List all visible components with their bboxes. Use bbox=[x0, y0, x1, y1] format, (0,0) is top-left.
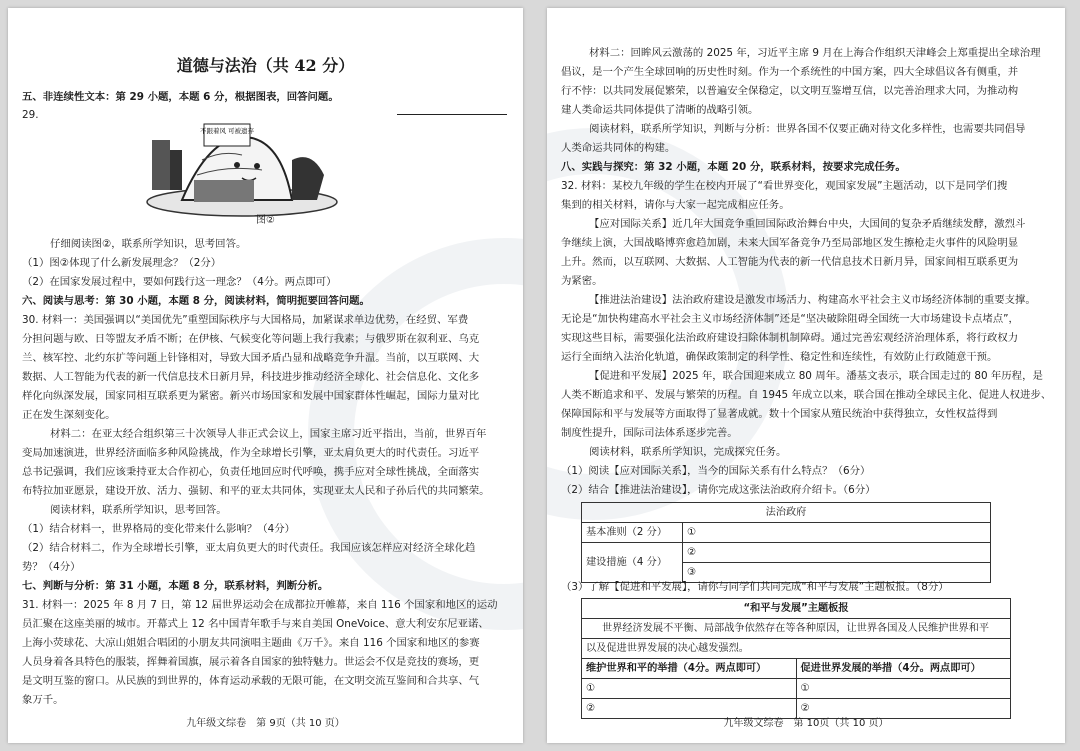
material-2-line: 行不悖：以共同发展促繁荣，以普遍安全保稳定，以文明互鉴增互信，以完善治理求大同，为推动构 bbox=[561, 85, 1019, 97]
material-2-line: 建人类命运共同体提供了清晰的战略引领。 bbox=[561, 104, 759, 116]
answer-blank[interactable]: ② bbox=[796, 699, 1011, 719]
board-col-development: 促进世界发展的举措（4分。两点即可） bbox=[796, 659, 1011, 679]
question-29-number: 29. bbox=[22, 109, 39, 121]
board-intro: 以及促进世界发展的决心越发强烈。 bbox=[582, 639, 1011, 659]
q32-line: 集到的相关材料，请你与大家一起完成相应任务。 bbox=[561, 199, 790, 211]
peace-development-board bbox=[581, 598, 1011, 719]
material-31-line: 人员身着各具特色的服装，挥舞着国旗，展示着各自国家的独特魅力。世运会不仅是竞技的赛场，更 bbox=[22, 656, 480, 668]
material-31-line: 是文明互鉴的窗口。从民族的到世界的，体育运动承载的无限可能，在文明交流互鉴间和合共享、气 bbox=[22, 675, 480, 687]
material-30-line: 数据、人工智能为代表的新一代信息技术日新月异，科技进步推动经济全球化、社会信息化、文化多 bbox=[22, 371, 480, 383]
answer-blank[interactable]: ① bbox=[796, 679, 1011, 699]
instruction-29: 仔细阅读图②，联系所学知识，思考回答。 bbox=[50, 238, 247, 250]
section-8-heading: 八、实践与探究：第 32 小题，本题 20 分，联系材料，按要求完成任务。 bbox=[561, 161, 906, 173]
section-5-heading: 五、非连续性文本：第 29 小题，本题 6 分，根据图表，回答问题。 bbox=[22, 91, 339, 103]
cartoon-illustration bbox=[142, 120, 342, 220]
board-title: “和平与发展”主题板报 bbox=[582, 599, 1011, 619]
cartoon-speech-text: 不跟着风 可被遗弃 bbox=[199, 127, 255, 135]
material-2-line: 人类命运共同体的构建。 bbox=[561, 142, 676, 154]
material-31-line: 象万千。 bbox=[22, 694, 64, 706]
card-row-label: 建设措施（4 分） bbox=[582, 543, 683, 583]
material-30-line: 样化向纵深发展，国家同相互联系更为紧密。新兴市场国家和发展中国家群体性崛起，国际力量对比 bbox=[22, 390, 480, 402]
board-col-peace: 维护世界和平的举措（4分。两点即可） bbox=[582, 659, 797, 679]
question-30-2: （2）结合材料二，作为全球增长引擎，亚太肩负更大的时代责任。我国应该怎样应对经济全球化趋 bbox=[22, 542, 476, 554]
material-31-line: 上海小荧球花、大凉山姐姐合唱团的小朋友共同演唱主题曲《万千》。来自 116 个国家和地区的参赛 bbox=[22, 637, 480, 649]
material-2-line: 材料二：回眸风云激荡的 2025 年，习近平主席 9 月在上海合作组织天津峰会上郑重提出全球治理 bbox=[589, 47, 1041, 59]
page-footer: 九年级文综卷 第 10页（共 10 页） bbox=[723, 718, 889, 729]
answer-blank[interactable]: ② bbox=[582, 699, 797, 719]
section-7-heading: 七、判断与分析：第 31 小题，本题 8 分，联系材料，判断分析。 bbox=[22, 580, 329, 592]
answer-blank[interactable]: ① bbox=[683, 523, 991, 543]
card-header: 法治政府 bbox=[582, 503, 991, 523]
question-32-3: （3）了解【促进和平发展】，请你与同学们共同完成“和平与发展”主题板报。（8分） bbox=[561, 581, 949, 593]
material-30-line: 兰、核军控、北约东扩等问题上针锋相对，导致大国矛盾凸显和战略竞争升温。当前，以互联网、大 bbox=[22, 352, 480, 364]
q32-line: 人类不断追求和平、发展与繁荣的历程。自 1945 年成立以来，联合国在推动全球民主化、促进人权进步、 bbox=[561, 389, 1051, 401]
q32-line: 实现这些目标，需要强化法治政府建设扫除体制机制障碍。通过完善宏观经济治理体系，将行政权力 bbox=[561, 332, 1019, 344]
q32-line: 争继续上演，大国战略博弈愈趋加剧，未来大国军备竞争乃至局部地区发生擦枪走火事件的风险明显 bbox=[561, 237, 1019, 249]
q32-line: 【促进和平发展】2025 年，联合国迎来成立 80 周年。潘基文表示，联合国走过的 80 年历程，是 bbox=[589, 370, 1043, 382]
answer-blank[interactable]: ③ bbox=[683, 563, 991, 583]
q32-line: 32. 材料：某校九年级的学生在校内开展了“看世界变化，观国家发展”主题活动，以下是同学们搜 bbox=[561, 180, 1008, 192]
law-government-card bbox=[581, 502, 991, 583]
divider-line bbox=[397, 114, 507, 115]
q32-line: 为紧密。 bbox=[561, 275, 603, 287]
board-intro: 世界经济发展不平衡、局部战争依然存在等各种原因，让世界各国及人民维护世界和平 bbox=[582, 619, 1011, 639]
answer-blank[interactable]: ① bbox=[582, 679, 797, 699]
q32-line: 【应对国际关系】近几年大国竞争重回国际政治舞台中央，大国间的复杂矛盾继续发酵，激烈斗 bbox=[589, 218, 1026, 230]
q32-line: 保障国际和平与发展等方面取得了显著成就。数十个国家从殖民统治中获得独立，女性权益得到 bbox=[561, 408, 998, 420]
question-29-1: （1）图②体现了什么新发展理念？（2分） bbox=[22, 257, 222, 269]
card-row-label: 基本准则（2 分） bbox=[582, 523, 683, 543]
q32-line: 阅读材料，联系所学知识，完成探究任务。 bbox=[589, 446, 787, 458]
q32-line: 【推进法治建设】法治政府建设是激发市场活力、构建高水平社会主义市场经济体制的重要支撑。 bbox=[589, 294, 1036, 306]
q32-line: 制度性提升，国际司法体系逐步完善。 bbox=[561, 427, 738, 439]
material-30-line: 布特拉加亚愿景，建设开放、活力、强韧、和平的亚太共同体，实现亚太人民和子孙后代的共同繁荣。 bbox=[22, 485, 490, 497]
material-2-line: 阅读材料，联系所学知识，判断与分析：世界各国不仅要正确对待文化多样性，也需要共同倡导 bbox=[589, 123, 1026, 135]
material-30-line: 分担问题与欧、日等盟友矛盾不断；在伊核、气候变化等问题上我行我素；与俄罗斯在叙利亚、乌克 bbox=[22, 333, 480, 345]
material-30-line: 总书记强调，我们应该秉持亚太合作初心，负责任地回应时代呼唤，携手应对全球性挑战，全面落实 bbox=[22, 466, 480, 478]
subject-title: 道德与法治（共 42 分） bbox=[176, 56, 355, 75]
section-6-heading: 六、阅读与思考：第 30 小题，本题 8 分，阅读材料，简明扼要回答问题。 bbox=[22, 295, 370, 307]
material-30-line: 变局加速演进，世界经济面临多种风险挑战，作为全球增长引擎，亚太肩负更大的时代责任。习近平 bbox=[22, 447, 480, 459]
answer-blank[interactable]: ② bbox=[683, 543, 991, 563]
page-footer: 九年级文综卷 第 9页（共 10 页） bbox=[186, 718, 345, 729]
question-29-2: （2）在国家发展过程中，要如何践行这一理念？（4分。两点即可） bbox=[22, 276, 337, 288]
material-31-line: 员汇聚在这座美丽的城市。开幕式上 12 名中国青年歌手与来自美国 OneVoice、意大利安东尼亚诺、 bbox=[22, 618, 489, 630]
material-30-line: 30. 材料一：美国强调以“美国优先”重塑国际秩序与大国格局，加紧谋求单边优势，在经贸、军费 bbox=[22, 314, 469, 326]
material-30-line: 正在发生深刻变化。 bbox=[22, 409, 116, 421]
exam-page-9 bbox=[8, 8, 523, 743]
question-30-2-cont: 势？（4分） bbox=[22, 561, 81, 573]
material-30-line: 材料二：在亚太经合组织第三十次领导人非正式会议上，国家主席习近平指出，当前，世界百年 bbox=[50, 428, 487, 440]
q32-line: 上升。然而，以互联网、大数据、人工智能为代表的新一代信息技术日新月异，国家间相互联系更为 bbox=[561, 256, 1019, 268]
material-2-line: 倡议，是一个产生全球回响的历史性时刻。作为一个系统性的中国方案，四大全球倡议各有侧重，并 bbox=[561, 66, 1019, 78]
material-30-line: 阅读材料，联系所学知识，思考回答。 bbox=[50, 504, 227, 516]
figure-caption: 图② bbox=[256, 215, 275, 226]
question-32-1: （1）阅读【应对国际关系】，当今的国际关系有什么特点？（6分） bbox=[561, 465, 871, 477]
question-30-1: （1）结合材料一，世界格局的变化带来什么影响？（4分） bbox=[22, 523, 295, 535]
question-32-2: （2）结合【推进法治建设】，请你完成这张法治政府介绍卡。（6分） bbox=[561, 484, 876, 496]
material-31-line: 31. 材料一：2025 年 8 月 7 日，第 12 届世界运动会在成都拉开帷幕，来自 116 个国家和地区的运动 bbox=[22, 599, 498, 611]
exam-page-10 bbox=[547, 8, 1065, 743]
q32-line: 无论是“加快构建高水平社会主义市场经济体制”还是“坚决破除阻碍全国统一大市场建设卡点堵点”， bbox=[561, 313, 1019, 325]
q32-line: 运行全面纳入法治化轨道，确保政策制定的科学性、稳定性和连续性，有效防止行政随意干预。 bbox=[561, 351, 998, 363]
